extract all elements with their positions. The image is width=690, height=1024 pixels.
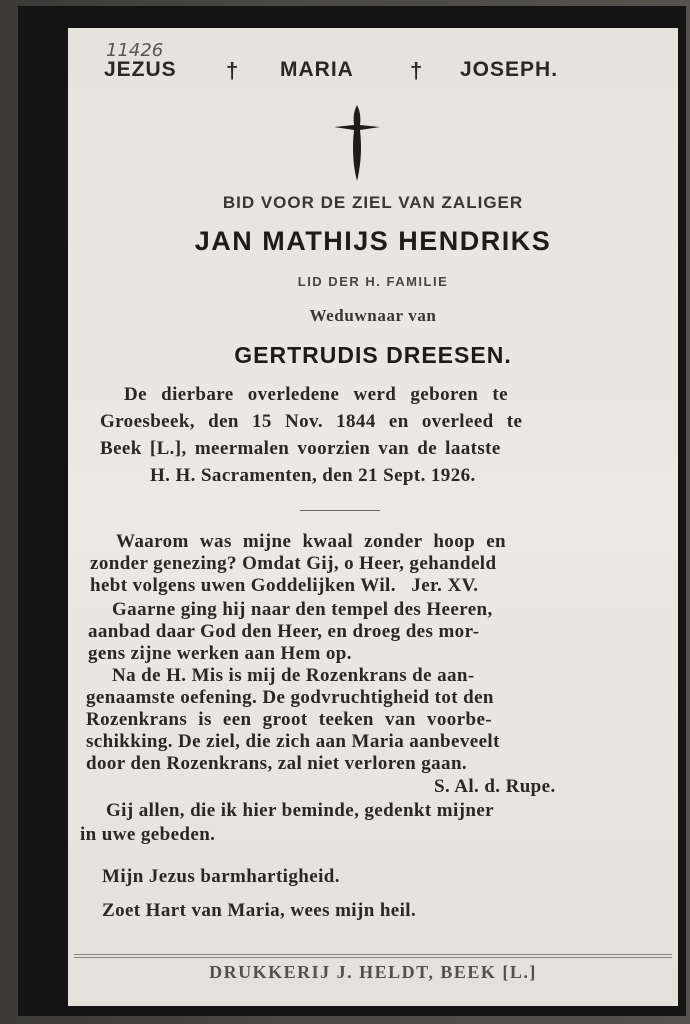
verse-line: door den Rozenkrans, zal niet verloren gaan. bbox=[86, 753, 468, 774]
header-row bbox=[68, 58, 678, 88]
archive-number: 11426 bbox=[106, 40, 164, 61]
prayer-line: Zoet Hart van Maria, wees mijn heil. bbox=[102, 900, 417, 921]
memorial-card bbox=[18, 6, 686, 1016]
verse-line: Gij allen, die ik hier beminde, gedenkt mijner bbox=[106, 800, 495, 821]
intro-line: BID VOOR DE ZIEL VAN ZALIGER bbox=[222, 193, 524, 212]
verse-line: Na de H. Mis is mij de Rozenkrans de aan- bbox=[112, 665, 475, 686]
bio-line: H. H. Sacramenten, den 21 Sept. 1926. bbox=[150, 465, 476, 486]
header-jezus: JEZUS bbox=[104, 58, 177, 81]
membership-line: LID DER H. FAMILIE bbox=[297, 274, 449, 289]
verse-line: Rozenkrans is een groot teeken van voorbe- bbox=[86, 709, 493, 730]
verse-line: zonder genezing? Omdat Gij, o Heer, gehandeld bbox=[90, 553, 497, 574]
small-cross-icon-left: † bbox=[226, 58, 240, 83]
verse-line: schikking. De ziel, die zich aan Maria aanbeveelt bbox=[86, 731, 500, 752]
latin-cross-icon bbox=[332, 103, 382, 183]
verse-line: gens zijne werken aan Hem op. bbox=[88, 643, 352, 664]
deceased-name: JAN MATHIJS HENDRIKS bbox=[194, 226, 552, 256]
printer-credit: DRUKKERIJ J. HELDT, BEEK [L.] bbox=[209, 962, 537, 982]
verse-line: Waarom was mijne kwaal zonder hoop en bbox=[116, 531, 507, 552]
card-paper bbox=[68, 28, 678, 1006]
verse-line: in uwe gebeden. bbox=[80, 824, 216, 845]
verse-attribution: S. Al. d. Rupe. bbox=[434, 776, 556, 797]
verse-line: hebt volgens uwen Goddelijken Wil. Jer. XV. bbox=[90, 575, 479, 596]
relation-line: Weduwnaar van bbox=[309, 306, 437, 325]
spouse-name: GERTRUDIS DREESEN. bbox=[234, 342, 512, 368]
bio-line: Beek [L.], meermalen voorzien van de laatste bbox=[100, 438, 501, 459]
verse-line: Gaarne ging hij naar den tempel des Heeren, bbox=[112, 599, 493, 620]
small-cross-icon-right: † bbox=[410, 58, 424, 83]
section-divider bbox=[300, 510, 380, 511]
verse-line: aanbad daar God den Heer, en droeg des mor- bbox=[88, 621, 480, 642]
verse-line: genaamste oefening. De godvruchtigheid tot den bbox=[86, 687, 494, 708]
bio-line: Groesbeek, den 15 Nov. 1844 en overleed te bbox=[100, 411, 523, 432]
bio-line: De dierbare overledene werd geboren te bbox=[124, 384, 508, 405]
footer-rule bbox=[74, 954, 672, 958]
header-maria: MARIA bbox=[280, 58, 354, 81]
header-joseph: JOSEPH. bbox=[460, 58, 559, 81]
prayer-line: Mijn Jezus barmhartigheid. bbox=[102, 866, 340, 887]
